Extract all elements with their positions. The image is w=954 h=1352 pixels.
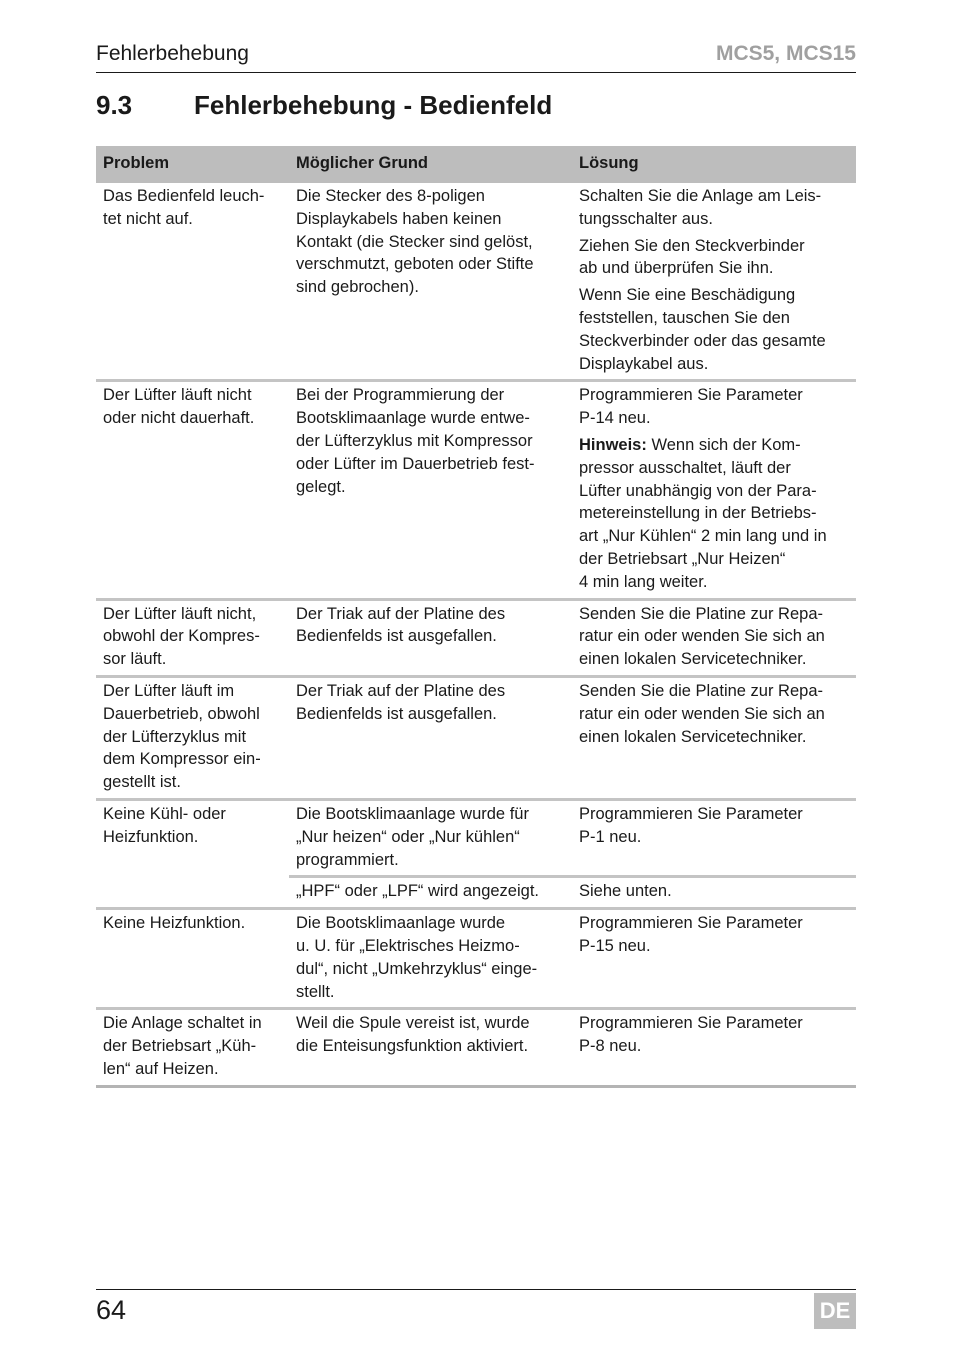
header-section-label: Fehlerbehebung xyxy=(96,42,249,65)
solution-cell xyxy=(572,1009,856,1086)
solution-step: Programmieren Sie Parameter P-1 neu. xyxy=(579,804,803,846)
problem-text: Das Bedienfeld leuch- tet nicht auf. xyxy=(103,187,265,228)
cause-text: Der Triak auf der Platine des Bedienfelds ist ausgefallen. xyxy=(296,604,506,646)
problem-text: Die Anlage schaltet in der Betriebsart „Küh- len“ auf Heizen. xyxy=(103,1014,262,1078)
note-text: Wenn sich der Kom- pressor ausschaltet, läuft der Lüfter unabhängig von der Para- metereinstellung in der Betriebs- art „Nur Kühlen“ 2 min lang und in der Betriebsart „Nur Heizen“ 4 min lang weiter. xyxy=(579,435,827,591)
cause-text: Die Bootsklimaanlage wurde u. U. für „Elektrisches Heizmo- dul“, nicht „Umkehrzyklus“ einge- stellt. xyxy=(296,914,538,1001)
cause-cell xyxy=(289,799,572,876)
solution-cell xyxy=(572,183,856,381)
problem-cell xyxy=(96,799,289,908)
cause-cell xyxy=(289,877,572,909)
section-heading xyxy=(96,88,552,122)
solution-note xyxy=(579,434,849,594)
section-number: 9.3 xyxy=(96,90,133,120)
solution-step: Senden Sie die Platine zur Repa- ratur ein oder wenden Sie sich an einen lokalen Servicetechniker. xyxy=(579,604,825,669)
problem-text: Keine Kühl- oder Heizfunktion. xyxy=(103,804,226,846)
solution-step: Siehe unten. xyxy=(579,882,672,901)
cause-text: Der Triak auf der Platine des Bedienfelds ist ausgefallen. xyxy=(296,681,506,723)
cause-text: Die Bootsklimaanlage wurde für „Nur heizen“ oder „Nur kühlen“ programmiert. xyxy=(296,804,529,869)
solution-step: Ziehen Sie den Steckverbinder ab und überprüfen Sie ihn. xyxy=(579,236,805,278)
cause-cell xyxy=(289,1009,572,1086)
solution-cell xyxy=(572,909,856,1009)
cause-text: Weil die Spule vereist ist, wurde die Enteisungsfunktion aktiviert. xyxy=(296,1014,530,1056)
page-header xyxy=(96,40,856,73)
problem-text: Der Lüfter läuft nicht, obwohl der Kompres- sor läuft. xyxy=(103,604,260,669)
cause-cell xyxy=(289,183,572,381)
table-row xyxy=(96,799,856,876)
cause-cell xyxy=(289,909,572,1009)
solution-step: Schalten Sie die Anlage am Leis- tungsschalter aus. xyxy=(579,187,822,228)
cause-cell xyxy=(289,381,572,599)
solution-cell xyxy=(572,381,856,599)
header-model: MCS5, MCS15 xyxy=(715,42,856,65)
page-footer xyxy=(96,1289,856,1330)
problem-text: Der Lüfter läuft im Dauerbetrieb, obwohl der Lüfterzyklus mit dem Kompressor ein- gestellt ist. xyxy=(103,681,261,792)
cause-cell xyxy=(289,676,572,799)
troubleshooting-table xyxy=(96,146,856,1088)
cause-text: Bei der Programmierung der Bootsklimaanlage wurde entwe- der Lüfterzyklus mit Kompressor oder Lüfter im Dauerbetrieb fest- gelegt. xyxy=(296,386,535,496)
problem-cell xyxy=(96,676,289,799)
problem-text: Der Lüfter läuft nicht oder nicht dauerhaft. xyxy=(103,386,255,428)
solution-cell xyxy=(572,676,856,799)
solution-cell xyxy=(572,877,856,909)
problem-cell xyxy=(96,599,289,676)
table-row xyxy=(96,381,856,599)
problem-cell xyxy=(96,183,289,381)
cause-text: Die Stecker des 8-poligen Displaykabels haben keinen Kontakt (die Stecker sind gelöst, verschmutzt, geboten oder Stifte sind gebrochen). xyxy=(296,187,534,297)
table-header-row xyxy=(96,146,856,183)
solution-step: Programmieren Sie Parameter P-14 neu. xyxy=(579,386,803,428)
section-title: Fehlerbehebung - Bedienfeld xyxy=(194,90,553,120)
table-row xyxy=(96,599,856,676)
column-header-cause: Möglicher Grund xyxy=(289,146,572,183)
cause-cell xyxy=(289,599,572,676)
solution-step: Wenn Sie eine Beschädigung feststellen, tauschen Sie den Steckverbinder oder das gesamte Displaykabel aus. xyxy=(579,286,826,373)
page-number: 64 xyxy=(96,1295,127,1325)
table-row xyxy=(96,909,856,1009)
problem-text: Keine Heizfunktion. xyxy=(103,914,246,933)
table-row xyxy=(96,1009,856,1086)
column-header-problem: Problem xyxy=(96,146,289,183)
solution-step: Programmieren Sie Parameter P-15 neu. xyxy=(579,914,803,955)
solution-cell xyxy=(572,599,856,676)
problem-cell xyxy=(96,909,289,1009)
problem-cell xyxy=(96,1009,289,1086)
language-badge: DE xyxy=(814,1293,856,1329)
column-header-solution: Lösung xyxy=(572,146,856,183)
solution-step: Programmieren Sie Parameter P-8 neu. xyxy=(579,1014,803,1056)
table-row xyxy=(96,676,856,799)
solution-step: Senden Sie die Platine zur Repa- ratur ein oder wenden Sie sich an einen lokalen Servicetechniker. xyxy=(579,681,825,746)
note-label: Hinweis: xyxy=(579,435,647,454)
cause-text: „HPF“ oder „LPF“ wird angezeigt. xyxy=(296,882,539,901)
problem-cell xyxy=(96,381,289,599)
table-row xyxy=(96,183,856,381)
solution-cell xyxy=(572,799,856,876)
